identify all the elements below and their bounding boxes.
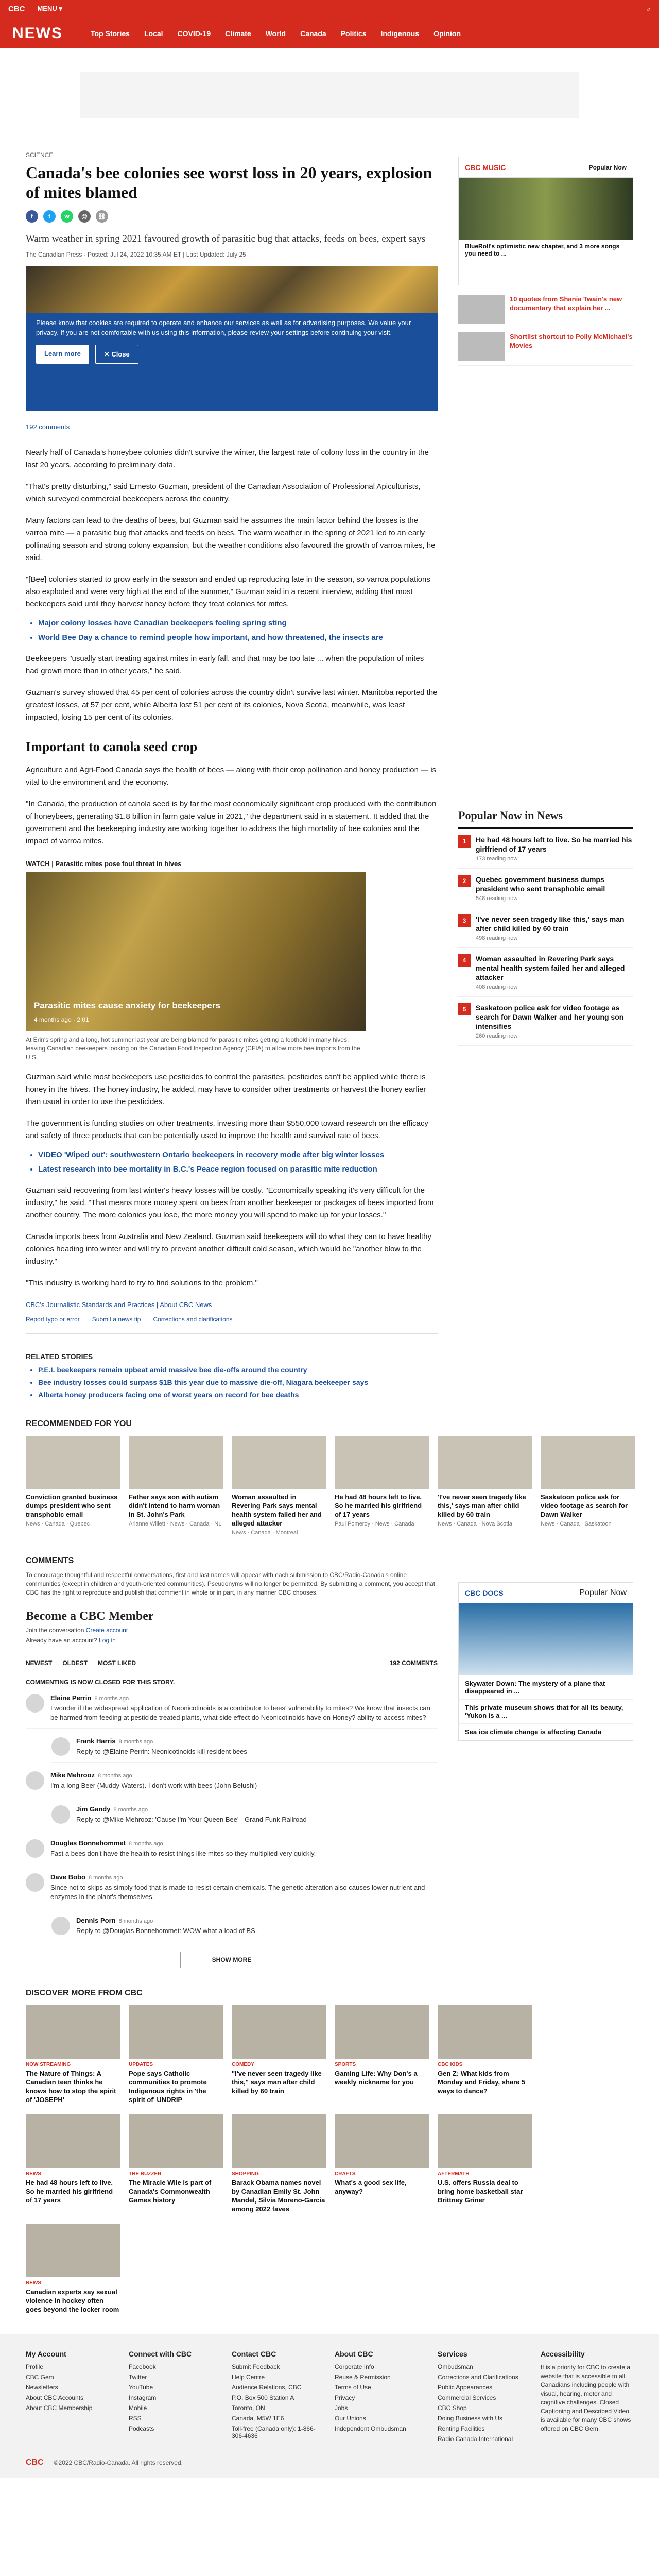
popular-now-label: Popular Now xyxy=(588,163,627,171)
discover-card[interactable] xyxy=(232,2114,326,2213)
discover-card[interactable] xyxy=(335,2114,429,2213)
tab-oldest[interactable]: OLDEST xyxy=(62,1659,88,1667)
twitter-icon[interactable]: t xyxy=(43,210,56,223)
popular-rank: 3 xyxy=(458,914,471,927)
card-tag: SPORTS xyxy=(335,2062,356,2067)
video-meta: 4 months ago · 2:01 xyxy=(34,1016,89,1023)
create-account-link[interactable]: Create account xyxy=(85,1626,128,1634)
popular-headline: Woman assaulted in Revering Park says mental health system failed her and alleged attacker xyxy=(476,955,625,981)
card-title: Pope says Catholic communities to promote Indigenous rights in 'the spirit of' UNDRIP xyxy=(129,2070,207,2104)
card-tag: NEWS xyxy=(26,2171,41,2177)
corrections-link[interactable]: Corrections and clarifications xyxy=(153,1316,233,1323)
footer-link[interactable]: CBC Gem xyxy=(26,2374,54,2381)
nav-indigenous[interactable]: Indigenous xyxy=(380,29,420,38)
comments-sidebar xyxy=(458,1556,633,1968)
member-block xyxy=(26,1609,438,1644)
footer-col-title: My Account xyxy=(26,2350,66,2358)
article-layout xyxy=(26,141,633,1399)
footer-link[interactable]: Corrections and Clarifications xyxy=(438,2374,518,2381)
card-title: The Miracle Wile is part of Canada's Commonwealth Games history xyxy=(129,2179,212,2204)
comment-author[interactable]: Frank Harris xyxy=(76,1737,116,1745)
related-story[interactable]: • Alberta honey producers facing one of worst years on record for bee deaths xyxy=(38,1391,438,1399)
comment-text: Since not to skips as simply food that is made to resist certain chemicals. The genetic alteration also causes lower nutrient and enzymes in the plant's themselves. xyxy=(50,1884,425,1901)
comment xyxy=(26,1694,438,1729)
footer-link[interactable]: Submit Feedback xyxy=(232,2363,280,2370)
footer-text: Toll-free (Canada only): 1-866-306-4636 xyxy=(232,2425,316,2439)
comment-reply xyxy=(51,1737,438,1763)
card-thumb xyxy=(232,1436,326,1489)
related-links xyxy=(26,1149,438,1175)
card-thumb xyxy=(232,2114,326,2168)
comment-time: 8 months ago xyxy=(88,1875,123,1881)
card-tag: THE BUZZER xyxy=(129,2171,162,2177)
docs-item[interactable]: Sea ice climate change is affecting Canada xyxy=(459,1724,633,1740)
related-links xyxy=(26,618,438,643)
recommended-card[interactable] xyxy=(129,1436,223,1536)
footer-col-account xyxy=(26,2350,118,2443)
discover-card[interactable] xyxy=(232,2005,326,2104)
news-tip-link[interactable]: Submit a news tip xyxy=(92,1316,141,1323)
card-thumb xyxy=(335,2114,429,2168)
popular-rank: 5 xyxy=(458,1003,471,1015)
footer-link[interactable]: Twitter xyxy=(129,2374,147,2381)
avatar xyxy=(26,1694,44,1713)
footer-col-title: Contact CBC xyxy=(232,2350,276,2358)
already-label: Already have an account? xyxy=(26,1637,97,1644)
video-caption: At Erin's spring and a long, hot summer last year are being blamed for parasitic mites getting a foothold in many hives, leaving Canadian beekeepers looking on the Canadian Food Inspection Agency (CFIA) to allow more bee imports from the U.S. xyxy=(26,1036,360,1061)
promo-item[interactable] xyxy=(458,328,633,366)
related-stories xyxy=(26,1352,438,1399)
card-tag: NOW STREAMING xyxy=(26,2062,71,2067)
comment-count: 192 COMMENTS xyxy=(389,1659,438,1667)
site-footer xyxy=(0,2334,659,2478)
avatar xyxy=(51,1805,70,1824)
recommended-card[interactable] xyxy=(335,1436,429,1536)
top-utility-bar xyxy=(0,0,659,18)
docs-item[interactable]: This private museum shows that for all its beauty, 'Yukon is a ... xyxy=(459,1700,633,1724)
footer-col-about xyxy=(335,2350,427,2443)
discover-card[interactable] xyxy=(129,2114,223,2213)
facebook-icon[interactable]: f xyxy=(26,210,38,223)
card-title: He had 48 hours left to live. So he married his girlfriend of 17 years xyxy=(26,2179,113,2204)
video-player[interactable] xyxy=(26,872,366,1031)
tab-newest[interactable]: NEWEST xyxy=(26,1659,53,1667)
nav-climate[interactable]: Climate xyxy=(225,29,251,38)
recommended-card[interactable] xyxy=(438,1436,532,1536)
share-buttons xyxy=(26,210,438,223)
related-story[interactable]: • P.E.I. beekeepers remain upbeat amid massive bee die-offs around the country xyxy=(38,1366,438,1374)
discover-card[interactable] xyxy=(26,2114,120,2213)
popular-item[interactable] xyxy=(458,829,633,869)
popular-headline: Quebec government business dumps president who sent transphobic email xyxy=(476,875,605,893)
comments-section xyxy=(26,1556,633,1968)
footer-link[interactable]: About CBC Accounts xyxy=(26,2394,84,2401)
music-promo-list xyxy=(458,291,633,366)
paragraph: Guzman said while most beekeepers use pesticides to control the parasites, pesticides can't be applied while there is honey in the hives. The honey industry, he added, may have to consider other treatments or harvest the honey earlier than usual in order to use the pesticides. xyxy=(26,1073,426,1106)
promo-thumb xyxy=(458,332,505,361)
avatar xyxy=(26,1873,44,1892)
card-byline: News · Canada · Montreal xyxy=(232,1530,298,1536)
footer-col-title: Services xyxy=(438,2350,467,2358)
popular-meta: 548 reading now xyxy=(476,895,518,902)
tab-most-liked[interactable]: MOST LIKED xyxy=(98,1659,136,1667)
nav-opinion[interactable]: Opinion xyxy=(433,29,461,38)
footer-link[interactable]: Public Appearances xyxy=(438,2384,493,2391)
card-thumb xyxy=(541,1436,635,1489)
discover-card[interactable] xyxy=(26,2005,120,2104)
discover-card[interactable] xyxy=(129,2005,223,2104)
comments-title: COMMENTS xyxy=(26,1556,74,1565)
footer-link[interactable]: CBC Shop xyxy=(438,2404,467,2412)
discover-title: DISCOVER MORE FROM CBC xyxy=(26,1989,143,1997)
comments-intro: To encourage thoughtful and respectful conversations, first and last names will appear with each submission to CBC/Radio-Canada's online communities (except in children and youth-oriented communities). Pseudonyms will no longer be permitted. By submitting a comment, you accept that CBC has the right to reproduce and publish that comment in whole or in part, in any manner CBC chooses. xyxy=(26,1571,436,1596)
popular-meta: 260 reading now xyxy=(476,1033,518,1039)
card-title: 'I've never seen tragedy like this,' says man after child killed by 60 train xyxy=(438,1493,526,1518)
recommended-title: RECOMMENDED FOR YOU xyxy=(26,1419,132,1428)
news-nav-bar xyxy=(0,18,659,48)
avatar xyxy=(51,1917,70,1935)
footer-col-connect xyxy=(129,2350,221,2443)
paragraph: "In Canada, the production of canola seed is by far the most economically significant crop produced with the contribution of honeybees, generating $1.8 billion in farm gate value in 2021," the department said in a statement. It added that the government and the beekeeping industry are working together to address the high mortality of bee colonies and the impact of varroa mites. xyxy=(26,800,437,845)
cbc-docs-card xyxy=(458,1582,633,1741)
popular-rank: 2 xyxy=(458,875,471,887)
music-item[interactable]: BlueRoll's optimistic new chapter, and 3 more songs you need to ... xyxy=(465,243,620,257)
footer-link[interactable]: YouTube xyxy=(129,2384,153,2391)
card-tag: SHOPPING xyxy=(232,2171,259,2177)
card-thumb xyxy=(438,1436,532,1489)
comment-text: Reply to @Mike Mehrooz: 'Cause I'm Your Queen Bee' - Grand Funk Railroad xyxy=(76,1816,307,1823)
deck: Warm weather in spring 2021 favoured growth of parasitic bug that attacks, feeds on bees, expert says xyxy=(26,233,426,244)
recommended-card[interactable] xyxy=(541,1436,635,1536)
card-thumb xyxy=(26,2224,120,2277)
footer-link[interactable]: RSS xyxy=(129,2415,142,2422)
card-byline: Arianne Willett · News · Canada · NL xyxy=(129,1521,222,1527)
card-tag: COMEDY xyxy=(232,2062,254,2067)
comment-time: 8 months ago xyxy=(118,1739,153,1745)
footer-link[interactable]: Help Centre xyxy=(232,2374,265,2381)
discover-card[interactable] xyxy=(26,2224,120,2314)
comment xyxy=(26,1771,438,1797)
promo-item[interactable] xyxy=(458,291,633,328)
comment-time: 8 months ago xyxy=(97,1773,132,1779)
footer-link[interactable]: Our Unions xyxy=(335,2415,366,2422)
comment-text: Reply to @Douglas Bonnehommet: WOW what a load of BS. xyxy=(76,1927,257,1935)
card-thumb xyxy=(129,2114,223,2168)
card-title: Canadian experts say sexual violence in hockey often goes beyond the locker room xyxy=(26,2288,119,2313)
paragraph: Beekeepers "usually start treating against mites in early fall, and that may be too late ... when the population of mites had grown more than in other years," he said. xyxy=(26,654,424,675)
footer-link[interactable]: Instagram xyxy=(129,2394,157,2401)
popular-item[interactable] xyxy=(458,869,633,908)
footer-text: Canada, M5W 1E6 xyxy=(232,2415,284,2422)
popular-item[interactable] xyxy=(458,908,633,948)
music-image[interactable] xyxy=(459,178,633,240)
card-title: He had 48 hours left to live. So he married his girlfriend of 17 years xyxy=(335,1493,422,1518)
footer-col-title: Connect with CBC xyxy=(129,2350,192,2358)
sidebar xyxy=(458,141,633,1399)
popular-rank: 4 xyxy=(458,954,471,967)
comment-text: Reply to @Elaine Perrin: Neonicotinoids kill resident bees xyxy=(76,1748,247,1755)
popular-meta: 173 reading now xyxy=(476,856,518,862)
popular-item[interactable] xyxy=(458,997,633,1046)
related-link[interactable]: • Latest research into bee mortality in B.C.'s Peace region focused on parasitic mite reduction xyxy=(38,1164,438,1175)
promo-thumb xyxy=(458,295,505,324)
card-thumb xyxy=(129,2005,223,2059)
discover-card[interactable] xyxy=(335,2005,429,2104)
search-icon[interactable]: ⌕ xyxy=(647,4,651,13)
card-thumb xyxy=(232,2005,326,2059)
card-title: Father says son with autism didn't intend to harm woman in St. John's Park xyxy=(129,1493,220,1518)
nav-canada[interactable]: Canada xyxy=(300,29,326,38)
card-thumb xyxy=(26,2005,120,2059)
cookie-banner xyxy=(26,313,438,411)
copyright: ©2022 CBC/Radio-Canada. All rights reserved. xyxy=(54,2459,183,2466)
card-title: Woman assaulted in Revering Park says mental health system failed her and alleged attacker xyxy=(232,1493,322,1527)
video-title: Parasitic mites cause anxiety for beekeepers xyxy=(34,1001,220,1010)
popular-rank: 1 xyxy=(458,835,471,848)
comment-sort-tabs xyxy=(26,1659,438,1671)
recommended-card[interactable] xyxy=(232,1436,326,1536)
paragraph: "[Bee] colonies started to grow early in the season and ended up reproducing late in the season, so varroa populations also exploded and were very high at the end of the summer," Guzman said in a recent interview, adding that most beekeepers said until they harvest honey before they treat colonies for mites. xyxy=(26,575,430,608)
member-title: Become a CBC Member xyxy=(26,1609,154,1623)
email-icon[interactable]: @ xyxy=(78,210,91,223)
footer-link[interactable]: Mobile xyxy=(129,2404,147,2412)
comment-author[interactable]: Jim Gandy xyxy=(76,1805,111,1813)
member-sub: Join the conversation xyxy=(26,1626,84,1634)
popular-headline: 'I've never seen tragedy like this,' says man after child killed by 60 train xyxy=(476,915,625,933)
report-typo-link[interactable]: Report typo or error xyxy=(26,1316,80,1323)
docs-image[interactable] xyxy=(459,1603,633,1675)
comment-text: I'm a long Beer (Muddy Waters). I don't work with bees (John Belushi) xyxy=(50,1782,257,1789)
footer-link[interactable]: Corporate Info xyxy=(335,2363,374,2370)
popular-meta: 408 reading now xyxy=(476,984,518,990)
footer-text: Audience Relations, CBC xyxy=(232,2384,302,2391)
card-title: What's a good sex life, anyway? xyxy=(335,2179,407,2195)
card-title: Saskatoon police ask for video footage as search for Dawn Walker xyxy=(541,1493,628,1518)
article-main xyxy=(26,141,438,1399)
nav-world[interactable]: World xyxy=(265,29,286,38)
footer-link[interactable]: Independent Ombudsman xyxy=(335,2425,406,2432)
footer-link[interactable]: Radio Canada International xyxy=(438,2435,513,2443)
paragraph: Many factors can lead to the deaths of bees, but Guzman said he assumes the main factor behind the losses is the varroa mite — a parasitic bug that attacks and feeds on bees. The warm weather in the spring of 2021 led to an early pollinating season and strong colony expansion, but the weather conditions also favoured the growth of varroa mites, he said. xyxy=(26,516,436,562)
standards-link[interactable]: CBC's Journalistic Standards and Practices | About CBC News xyxy=(26,1301,212,1309)
article-footer-links xyxy=(26,1316,438,1334)
card-byline: Paul Pomeroy · News · Canada xyxy=(335,1521,414,1527)
ad-placeholder xyxy=(80,72,579,118)
related-link[interactable]: • World Bee Day a chance to remind people how important, and how threatened, the insects are xyxy=(38,632,438,643)
byline: The Canadian Press · Posted: Jul 24, 2022 10:35 AM ET | Last Updated: July 25 xyxy=(26,251,246,258)
footer-link[interactable]: Podcasts xyxy=(129,2425,154,2432)
link-icon[interactable]: ⛓ xyxy=(96,210,108,223)
footer-link[interactable]: Profile xyxy=(26,2363,44,2370)
login-link[interactable]: Log in xyxy=(99,1637,116,1644)
card-thumb xyxy=(335,1436,429,1489)
ad-band xyxy=(0,48,659,141)
footer-bottom xyxy=(26,2458,633,2467)
subhead: Important to canola seed crop xyxy=(26,739,198,754)
watch-label: WATCH | Parasitic mites pose foul threat in hives xyxy=(26,860,182,868)
card-title: The Nature of Things: A Canadian teen thinks he knows how to stop the spirit of 'JOSEPH' xyxy=(26,2070,116,2104)
article-body xyxy=(26,447,438,1290)
related-link[interactable]: • VIDEO 'Wiped out': southwestern Ontario beekeepers in recovery mode after big winter losses xyxy=(38,1149,438,1161)
recommended-card[interactable] xyxy=(26,1436,120,1536)
comment-text: Fast a bees don't have the health to resist things like mites so they multiplied very quickly. xyxy=(50,1850,316,1857)
card-title: Barack Obama names novel by Canadian Emily St. John Mandel, Silvia Moreno-Garcia among 2022 faves xyxy=(232,2179,325,2213)
recommended-section xyxy=(26,1419,633,1536)
nav-politics[interactable]: Politics xyxy=(340,29,367,38)
comment-reply xyxy=(51,1917,438,1942)
related-story[interactable]: • Bee industry losses could surpass $1B this year due to massive die-off, Niagara beekeeper says xyxy=(38,1378,438,1386)
footer-link[interactable]: Renting Facilities xyxy=(438,2425,485,2432)
avatar xyxy=(26,1839,44,1858)
card-title: "I've never seen tragedy like this," says man after child killed by 60 train xyxy=(232,2070,322,2095)
card-thumb xyxy=(129,1436,223,1489)
comment-time: 8 months ago xyxy=(94,1696,129,1702)
cookie-text: Please know that cookies are required to operate and enhance our services as well as for advertising purposes. We value your privacy. If you are not comfortable with us using this information, please review your settings before continuing your visit. xyxy=(36,319,411,336)
paragraph: Agriculture and Agri-Food Canada says the health of bees — along with their crop pollination and honey production — is vital to the environment and the economy. xyxy=(26,766,437,787)
card-title: U.S. offers Russia deal to bring home basketball star Brittney Griner xyxy=(438,2179,523,2204)
card-thumb xyxy=(26,1436,120,1489)
popular-headline: Saskatoon police ask for video footage as search for Dawn Walker and her young son intensifies xyxy=(476,1004,624,1030)
footer-link[interactable]: Newsletters xyxy=(26,2384,58,2391)
card-title: Gen Z: What kids from Monday and Friday, share 5 ways to dance? xyxy=(438,2070,526,2095)
comment xyxy=(26,1839,438,1865)
hero-image xyxy=(26,266,438,411)
card-byline: News · Canada · Saskatoon xyxy=(541,1521,612,1527)
comment-author[interactable]: Dave Bobo xyxy=(50,1873,85,1881)
footer-link[interactable]: About CBC Membership xyxy=(26,2404,93,2412)
comments-link[interactable]: 192 comments xyxy=(26,423,438,437)
footer-col-accessibility xyxy=(541,2350,633,2443)
card-thumb xyxy=(335,2005,429,2059)
footer-link[interactable]: Commercial Services xyxy=(438,2394,496,2401)
related-link[interactable]: • Major colony losses have Canadian beekeepers feeling spring sting xyxy=(38,618,438,629)
news-brand[interactable]: NEWS xyxy=(12,24,63,42)
footer-link[interactable]: Facebook xyxy=(129,2363,156,2370)
cbc-docs-logo[interactable]: CBC DOCS xyxy=(465,1588,504,1597)
popular-headline: He had 48 hours left to live. So he married his girlfriend of 17 years xyxy=(476,836,632,853)
comment-time: 8 months ago xyxy=(118,1918,153,1924)
headline: Canada's bee colonies see worst loss in 20 years, explosion of mites blamed xyxy=(26,163,432,201)
comment-author[interactable]: Elaine Perrin xyxy=(50,1694,92,1702)
popular-title: Popular Now in News xyxy=(458,809,633,829)
comment-author[interactable]: Mike Mehrooz xyxy=(50,1771,95,1779)
card-byline: News · Canada · Nova Scotia xyxy=(438,1521,512,1527)
card-title: Gaming Life: Why Don's a weekly nickname for you xyxy=(335,2070,418,2086)
nav-covid[interactable]: COVID-19 xyxy=(177,29,211,38)
related-title: RELATED STORIES xyxy=(26,1352,93,1361)
paragraph: "That's pretty disturbing," said Ernesto Guzman, president of the Canadian Association of Professional Apiculturists, which surveyed commercial beekeepers across the country. xyxy=(26,482,421,503)
card-thumb xyxy=(438,2005,532,2059)
cbc-logo[interactable]: CBC xyxy=(8,4,25,13)
comment-reply xyxy=(51,1805,438,1831)
footer-col-title: Accessibility xyxy=(541,2350,585,2358)
paragraph: Guzman said recovering from last winter's heavy losses will be costly. "Economically speaking it's very difficult for the industry," he said. "That means more money spent on bees from another beekeeper or packages of bees imported from another country. The more colonies you lose, the more money you will spend to make up for your losses." xyxy=(26,1186,434,1219)
comment-text: I wonder if the widespread application of Neonicotinoids is a contributor to bees' vulnerability to mites? We know that insects can be harmed from feeding at pesticide treated plants, what side effect do Neonicotinoids have on Honey? ability to access mites? xyxy=(50,1704,430,1721)
menu-button[interactable]: MENU ▾ xyxy=(37,5,62,12)
popular-in-news xyxy=(458,809,633,1046)
paragraph: Nearly half of Canada's honeybee colonies didn't survive the winter, the largest rate of colony loss in the country in the last 20 years, according to preliminary data. xyxy=(26,448,429,469)
cbc-music-logo[interactable]: CBC MUSIC xyxy=(465,163,506,172)
paragraph: Canada imports bees from Australia and New Zealand. Guzman said beekeepers will do what they can to have healthy colonies heading into winter and will try to prevent another difficult cold season, which would be "another blow to the industry." xyxy=(26,1232,431,1266)
footer-col-services xyxy=(438,2350,530,2443)
section-label[interactable]: SCIENCE xyxy=(26,151,54,159)
discover-card[interactable] xyxy=(438,2005,532,2104)
accessibility-text: It is a priority for CBC to create a website that is accessible to all Canadians including people with visual, hearing, motor and cognitive challenges. Closed Captioning and Described Video is available for many CBC shows offered on CBC Gem. xyxy=(541,2364,631,2432)
discover-section xyxy=(26,1989,633,2314)
cbc-music-card xyxy=(458,157,633,285)
whatsapp-icon[interactable]: w xyxy=(61,210,73,223)
footer-link[interactable]: Terms of Use xyxy=(335,2384,371,2391)
avatar xyxy=(26,1771,44,1790)
paragraph: The government is funding studies on other treatments, investing more than $550,000 toward research on the efficacy and safety of three products that can be potentially used to improve the health and survival rate of bees. xyxy=(26,1119,428,1140)
popular-now-label: Popular Now xyxy=(579,1588,627,1597)
card-tag: NEWS xyxy=(26,2280,41,2286)
footer-col-title: About CBC xyxy=(335,2350,373,2358)
paragraph: "This industry is working hard to try to find solutions to the problem." xyxy=(26,1279,258,1287)
card-tag: CBC KIDS xyxy=(438,2062,463,2067)
popular-meta: 498 reading now xyxy=(476,935,518,941)
comment-time: 8 months ago xyxy=(113,1807,148,1813)
popular-item[interactable] xyxy=(458,948,633,997)
nav-local[interactable]: Local xyxy=(144,29,163,38)
footer-link[interactable]: Ombudsman xyxy=(438,2363,473,2370)
promo-text: Shortlist shortcut to Polly McMichael's Movies xyxy=(510,333,633,349)
comment xyxy=(26,1873,438,1908)
nav-top-stories[interactable]: Top Stories xyxy=(91,29,130,38)
card-thumb xyxy=(438,2114,532,2168)
card-tag: AFTERMATH xyxy=(438,2171,470,2177)
avatar xyxy=(51,1737,70,1756)
footer-link[interactable]: Doing Business with Us xyxy=(438,2415,503,2422)
footer-text: P.O. Box 500 Station A xyxy=(232,2394,294,2401)
closed-note: COMMENTING IS NOW CLOSED FOR THIS STORY. xyxy=(26,1679,175,1686)
close-button[interactable]: ✕ Close xyxy=(95,345,138,364)
promo-text: 10 quotes from Shania Twain's new documentary that explain her ... xyxy=(510,295,622,312)
footer-link[interactable]: Reuse & Permission xyxy=(335,2374,391,2381)
card-tag: CRAFTS xyxy=(335,2171,356,2177)
footer-col-contact xyxy=(232,2350,324,2443)
docs-item[interactable]: Skywater Down: The mystery of a plane that disappeared in ... xyxy=(459,1675,633,1700)
show-more-button[interactable]: SHOW MORE xyxy=(180,1952,283,1968)
footer-link[interactable]: Privacy xyxy=(335,2394,355,2401)
footer-logo[interactable]: CBC xyxy=(26,2458,44,2467)
comment-author[interactable]: Dennis Porn xyxy=(76,1917,116,1924)
news-nav xyxy=(83,29,468,38)
paragraph: Guzman's survey showed that 45 per cent of colonies across the country didn't survive last winter. Manitoba reported the greatest losses, at 57 per cent, while Alberta lost 51 per cent of its colonies, Nova Scotia, meanwhile, was least impacted, losing 15 per cent of its colonies. xyxy=(26,688,438,722)
comment-time: 8 months ago xyxy=(128,1841,163,1847)
footer-text: Toronto, ON xyxy=(232,2404,265,2412)
discover-card[interactable] xyxy=(438,2114,532,2213)
card-tag: UPDATES xyxy=(129,2062,153,2067)
card-title: Conviction granted business dumps president who sent transphobic email xyxy=(26,1493,118,1518)
footer-link[interactable]: Jobs xyxy=(335,2404,348,2412)
comment-author[interactable]: Douglas Bonnehommet xyxy=(50,1839,126,1847)
learn-more-button[interactable]: Learn more xyxy=(36,345,89,364)
card-thumb xyxy=(26,2114,120,2168)
card-byline: News · Canada · Quebec xyxy=(26,1521,90,1527)
